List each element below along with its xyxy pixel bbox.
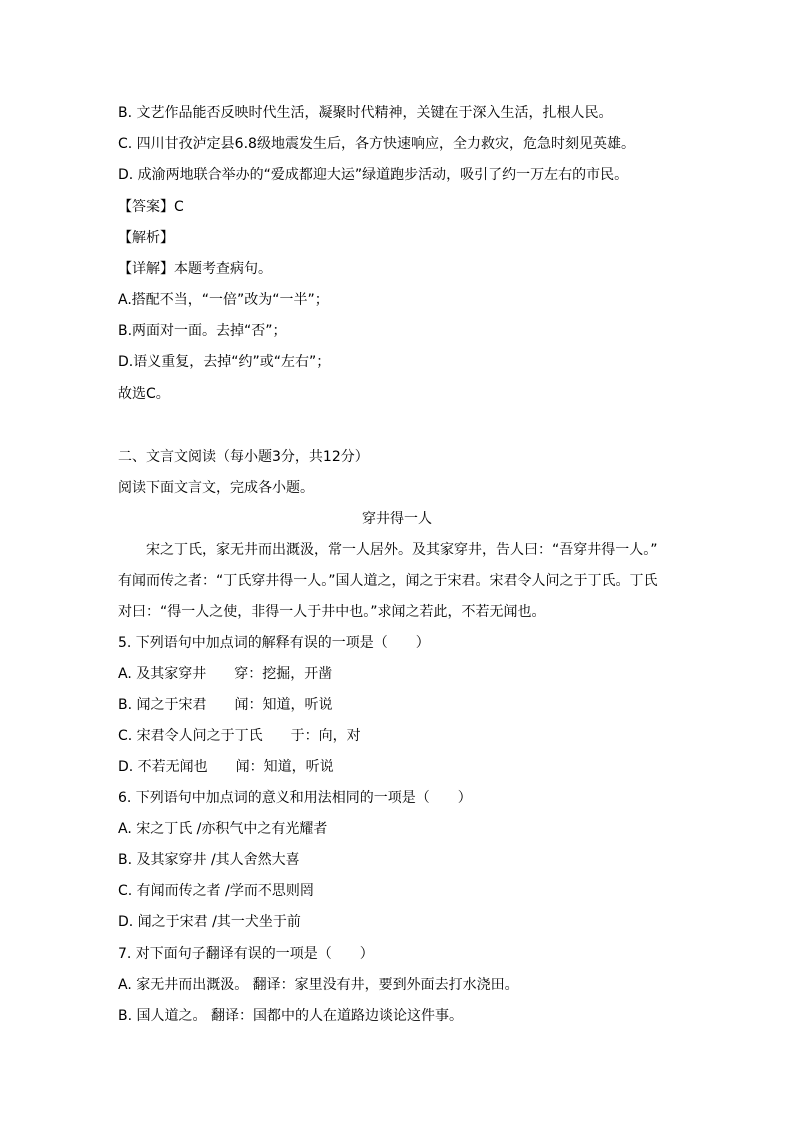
answer-label: 【答案】C xyxy=(118,199,184,215)
detail-label: 【详解】本题考查病句。 xyxy=(118,261,272,277)
q5-option-d: D. 不若无闻也 闻：知道，听说 xyxy=(118,759,334,775)
q6-stem: 6. 下列语句中加点词的意义和用法相同的一项是（ ） xyxy=(118,790,472,806)
q5-stem: 5. 下列语句中加点词的解释有误的一项是（ ） xyxy=(118,635,430,651)
q5-option-b: B. 闻之于宋君 闻：知道，听说 xyxy=(118,697,333,713)
q5-option-a: A. 及其家穿井 穿：挖掘，开凿 xyxy=(118,666,333,682)
analysis-point-d: D.语义重复，去掉“约”或“左右”； xyxy=(118,354,331,370)
analysis-point-a: A.搭配不当，“一倍”改为“一半”； xyxy=(118,292,329,308)
q5-option-c: C. 宋君令人问之于丁氏 于：向，对 xyxy=(118,728,361,744)
conclusion: 故选C。 xyxy=(118,386,170,402)
q6-option-d: D. 闻之于宋君 /其一犬坐于前 xyxy=(118,914,301,930)
q6-option-b: B. 及其家穿井 /其人舍然大喜 xyxy=(118,852,300,868)
passage-line-1: 宋之丁氏，家无井而出溉汲，常一人居外。及其家穿井，告人曰：“吾穿井得一人。” xyxy=(146,542,658,558)
section-instruction: 阅读下面文言文，完成各小题。 xyxy=(118,480,314,496)
section-heading: 二、文言文阅读（每小题3分，共12分） xyxy=(118,449,369,465)
q4-option-d: D. 成渝两地联合举办的“爱成都迎大运”绿道跑步活动，吸引了约一万左右的市民。 xyxy=(118,167,629,183)
q6-option-a: A. 宋之丁氏 /亦积气中之有光耀者 xyxy=(118,821,328,837)
analysis-label: 【解析】 xyxy=(118,230,174,246)
passage-title: 穿井得一人 xyxy=(362,511,432,527)
q7-option-b: B. 国人道之。 翻译：国都中的人在道路边谈论这件事。 xyxy=(118,1008,463,1024)
analysis-point-b: B.两面对一面。去掉“否”； xyxy=(118,323,287,339)
q7-stem: 7. 对下面句子翻译有误的一项是（ ） xyxy=(118,946,374,962)
q4-option-c: C. 四川甘孜泸定县6.8级地震发生后，各方快速响应，全力救灾，危急时刻见英雄。 xyxy=(118,136,635,152)
passage-line-3: 对曰：“得一人之使，非得一人于井中也。”求闻之若此，不若无闻也。 xyxy=(118,604,546,620)
q4-option-b: B. 文艺作品能否反映时代生活，凝聚时代精神，关键在于深入生活，扎根人民。 xyxy=(118,105,613,121)
q6-option-c: C. 有闻而传之者 /学而不思则罔 xyxy=(118,883,314,899)
q7-option-a: A. 家无井而出溉汲。 翻译：家里没有井，要到外面去打水浇田。 xyxy=(118,977,519,993)
passage-line-2: 有闻而传之者：“丁氏穿井得一人。”国人道之，闻之于宋君。宋君令人问之于丁氏。丁氏 xyxy=(118,573,658,589)
